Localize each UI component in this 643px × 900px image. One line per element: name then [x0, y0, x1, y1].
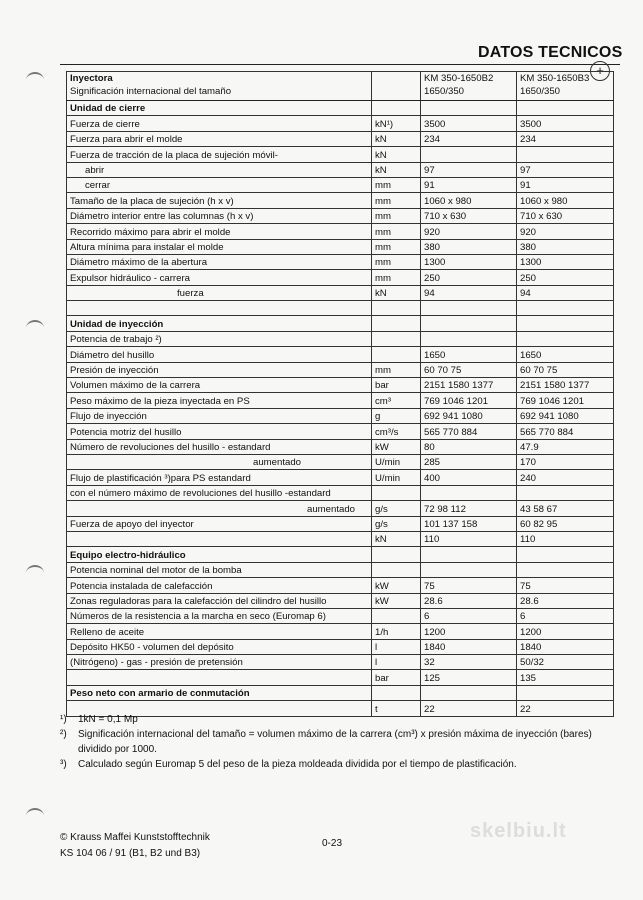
value-b3-cell: 920	[517, 224, 614, 239]
description-cell: Zonas reguladoras para la calefacción del cilindro del husillo	[67, 593, 372, 608]
description-cell	[67, 670, 372, 685]
value-b3-cell	[517, 101, 614, 116]
value-b2-cell	[421, 547, 517, 562]
value-b3-cell: 240	[517, 470, 614, 485]
table-row	[67, 393, 614, 408]
unit-cell: mm	[372, 224, 421, 239]
unit-cell: bar	[372, 670, 421, 685]
unit-cell	[372, 485, 421, 500]
punch-hole-mark	[26, 72, 44, 88]
value-b3-cell: 97	[517, 162, 614, 177]
table-row	[67, 285, 614, 300]
unit-cell: 1/h	[372, 624, 421, 639]
value-b2-cell: 32	[421, 655, 517, 670]
value-b2-cell: 1650	[421, 347, 517, 362]
footnote-text: Calculado según Euromap 5 del peso de la pieza moldeada dividida por el tiempo de plastificación.	[78, 759, 517, 770]
punch-hole-mark	[26, 320, 44, 336]
unit-cell	[372, 562, 421, 577]
description-cell: Expulsor hidráulico - carrera	[67, 270, 372, 285]
value-b2-cell	[421, 301, 517, 316]
value-b3-cell: 1840	[517, 639, 614, 654]
header-label-cell	[67, 72, 372, 101]
description-cell: Números de la resistencia a la marcha en seco (Euromap 6)	[67, 608, 372, 623]
value-b3-cell: 60 70 75	[517, 362, 614, 377]
unit-cell: mm	[372, 362, 421, 377]
value-b3-cell: 692 941 1080	[517, 408, 614, 423]
table-row	[67, 362, 614, 377]
value-b2-cell	[421, 562, 517, 577]
unit-cell: U/min	[372, 470, 421, 485]
value-b2-cell: 1840	[421, 639, 517, 654]
value-b2-cell: 72 98 112	[421, 501, 517, 516]
unit-cell	[372, 301, 421, 316]
value-b3-cell: 135	[517, 670, 614, 685]
unit-cell: g/s	[372, 516, 421, 531]
description-cell: fuerza	[67, 285, 372, 300]
table-row	[67, 655, 614, 670]
value-b3-cell: 565 770 884	[517, 424, 614, 439]
value-b2-cell: 769 1046 1201	[421, 393, 517, 408]
unit-cell: l	[372, 639, 421, 654]
description-cell	[67, 531, 372, 546]
unit-cell: U/min	[372, 454, 421, 469]
description-cell: Peso máximo de la pieza inyectada en PS	[67, 393, 372, 408]
value-b2-cell: 565 770 884	[421, 424, 517, 439]
value-b2-cell: 91	[421, 177, 517, 192]
unit-cell	[372, 347, 421, 362]
table-row	[67, 470, 614, 485]
header-unit-cell	[372, 72, 421, 101]
unit-cell: mm	[372, 270, 421, 285]
footnote-text: Significación internacional del tamaño = volumen máximo de la carrera (cm³) x presión máxima de inyección (bares) dividido por 1000.	[78, 729, 592, 755]
model-b2-name: KM 350-1650B2	[424, 73, 494, 84]
value-b3-cell	[517, 316, 614, 331]
value-b3-cell: 1650	[517, 347, 614, 362]
value-b3-cell: 1060 x 980	[517, 193, 614, 208]
model-b3-size: 1650/350	[520, 86, 561, 97]
description-cell: Potencia nominal del motor de la bomba	[67, 562, 372, 577]
table-row	[67, 516, 614, 531]
value-b3-cell: 28.6	[517, 593, 614, 608]
value-b3-cell: 60 82 95	[517, 516, 614, 531]
value-b2-cell: 1300	[421, 254, 517, 269]
value-b3-cell	[517, 562, 614, 577]
footnote-1	[60, 712, 600, 727]
unit-cell: mm	[372, 177, 421, 192]
description-cell: Unidad de inyección	[67, 316, 372, 331]
footnotes	[60, 712, 600, 772]
table-row	[67, 578, 614, 593]
description-cell: Fuerza de tracción de la placa de sujeción móvil-	[67, 147, 372, 162]
document-code: KS 104 06 / 91 (B1, B2 und B3)	[60, 848, 201, 859]
spec-table	[66, 71, 614, 717]
unit-cell: kN	[372, 285, 421, 300]
value-b2-cell: 28.6	[421, 593, 517, 608]
value-b3-cell: 3500	[517, 116, 614, 131]
description-cell: aumentado	[67, 501, 372, 516]
description-cell: Diámetro del husillo	[67, 347, 372, 362]
unit-cell: g/s	[372, 501, 421, 516]
description-cell: Altura mínima para instalar el molde	[67, 239, 372, 254]
value-b3-cell: 47.9	[517, 439, 614, 454]
unit-cell: mm	[372, 193, 421, 208]
unit-cell	[372, 608, 421, 623]
table-row	[67, 208, 614, 223]
size-label: Significación internacional del tamaño	[70, 86, 232, 97]
unit-cell: kN	[372, 531, 421, 546]
value-b2-cell: 285	[421, 454, 517, 469]
value-b3-cell	[517, 685, 614, 700]
value-b2-cell: 234	[421, 131, 517, 146]
table-row	[67, 454, 614, 469]
page-title: DATOS TECNICOS	[478, 44, 623, 61]
value-b2-cell: 60 70 75	[421, 362, 517, 377]
unit-cell: kN	[372, 162, 421, 177]
value-b2-cell: 692 941 1080	[421, 408, 517, 423]
table-row	[67, 131, 614, 146]
model-b2-size: 1650/350	[424, 86, 465, 97]
description-cell: Fuerza de cierre	[67, 116, 372, 131]
value-b2-cell: 6	[421, 608, 517, 623]
header-model-b2	[421, 72, 517, 101]
value-b3-cell: 1200	[517, 624, 614, 639]
table-row	[67, 331, 614, 346]
table-row	[67, 593, 614, 608]
unit-cell: kW	[372, 593, 421, 608]
table-row	[67, 101, 614, 116]
unit-cell: kN	[372, 147, 421, 162]
model-b3-name: KM 350-1650B3	[520, 73, 590, 84]
table-row	[67, 116, 614, 131]
value-b2-cell: 75	[421, 578, 517, 593]
footnote-marker: ³)	[60, 759, 67, 770]
punch-hole-mark	[26, 565, 44, 581]
footnote-marker: ¹)	[60, 714, 67, 725]
table-row	[67, 224, 614, 239]
unit-cell: kW	[372, 578, 421, 593]
description-cell: Fuerza de apoyo del inyector	[67, 516, 372, 531]
value-b2-cell: 250	[421, 270, 517, 285]
value-b3-cell: 22	[517, 701, 614, 716]
table-row	[67, 624, 614, 639]
description-cell: con el número máximo de revoluciones del husillo -estandard	[67, 485, 372, 500]
value-b3-cell: 110	[517, 531, 614, 546]
unit-cell: l	[372, 655, 421, 670]
value-b3-cell	[517, 547, 614, 562]
punch-hole-mark	[26, 808, 44, 824]
table-row	[67, 254, 614, 269]
table-row	[67, 301, 614, 316]
handwritten-cross-mark: +	[590, 61, 610, 81]
value-b3-cell	[517, 485, 614, 500]
unit-cell: cm³/s	[372, 424, 421, 439]
unit-cell: bar	[372, 378, 421, 393]
value-b2-cell: 2151 1580 1377	[421, 378, 517, 393]
watermark: skelbiu.lt	[470, 820, 567, 842]
unit-cell	[372, 101, 421, 116]
value-b2-cell	[421, 331, 517, 346]
header-model-b3	[517, 72, 614, 101]
value-b2-cell	[421, 316, 517, 331]
value-b2-cell: 400	[421, 470, 517, 485]
value-b3-cell: 380	[517, 239, 614, 254]
unit-cell: mm	[372, 208, 421, 223]
value-b3-cell: 710 x 630	[517, 208, 614, 223]
description-cell: Tamaño de la placa de sujeción (h x v)	[67, 193, 372, 208]
description-cell: aumentado	[67, 454, 372, 469]
machine-label: Inyectora	[70, 73, 113, 84]
description-cell: Unidad de cierre	[67, 101, 372, 116]
table-row	[67, 177, 614, 192]
value-b3-cell: 43 58 67	[517, 501, 614, 516]
description-cell: Potencia instalada de calefacción	[67, 578, 372, 593]
unit-cell	[372, 547, 421, 562]
table-row	[67, 485, 614, 500]
value-b2-cell: 97	[421, 162, 517, 177]
value-b3-cell: 250	[517, 270, 614, 285]
table-header-row	[67, 72, 614, 101]
table-row	[67, 378, 614, 393]
value-b2-cell: 94	[421, 285, 517, 300]
value-b3-cell: 94	[517, 285, 614, 300]
value-b2-cell	[421, 147, 517, 162]
footnote-marker: ²)	[60, 729, 67, 740]
value-b2-cell: 1200	[421, 624, 517, 639]
description-cell: Relleno de aceite	[67, 624, 372, 639]
unit-cell: kW	[372, 439, 421, 454]
description-cell: Fuerza para abrir el molde	[67, 131, 372, 146]
footer-copyright	[60, 830, 210, 862]
footnote-2	[60, 727, 600, 757]
value-b3-cell: 6	[517, 608, 614, 623]
value-b2-cell: 920	[421, 224, 517, 239]
table-row	[67, 547, 614, 562]
value-b2-cell: 110	[421, 531, 517, 546]
unit-cell: g	[372, 408, 421, 423]
description-cell: Diámetro interior entre las columnas (h x v)	[67, 208, 372, 223]
value-b3-cell: 2151 1580 1377	[517, 378, 614, 393]
value-b2-cell: 710 x 630	[421, 208, 517, 223]
table-row	[67, 316, 614, 331]
unit-cell	[372, 685, 421, 700]
description-cell: cerrar	[67, 177, 372, 192]
unit-cell	[372, 316, 421, 331]
value-b2-cell: 80	[421, 439, 517, 454]
value-b2-cell: 101 137 158	[421, 516, 517, 531]
value-b3-cell: 50/32	[517, 655, 614, 670]
table-row	[67, 562, 614, 577]
footnote-text: 1kN = 0,1 Mp	[78, 714, 138, 725]
value-b2-cell: 22	[421, 701, 517, 716]
value-b3-cell: 170	[517, 454, 614, 469]
unit-cell: t	[372, 701, 421, 716]
value-b2-cell: 125	[421, 670, 517, 685]
unit-cell	[372, 331, 421, 346]
unit-cell: mm	[372, 239, 421, 254]
value-b2-cell: 3500	[421, 116, 517, 131]
value-b3-cell: 75	[517, 578, 614, 593]
value-b2-cell	[421, 485, 517, 500]
value-b3-cell: 1300	[517, 254, 614, 269]
value-b3-cell	[517, 147, 614, 162]
description-cell: Recorrido máximo para abrir el molde	[67, 224, 372, 239]
description-cell: Flujo de plastificación ³)para PS estandard	[67, 470, 372, 485]
table-row	[67, 685, 614, 700]
table-row	[67, 424, 614, 439]
description-cell: (Nitrógeno) - gas - presión de pretensión	[67, 655, 372, 670]
table-row	[67, 501, 614, 516]
unit-cell: mm	[372, 254, 421, 269]
title-rule	[60, 64, 620, 65]
description-cell: Peso neto con armario de conmutación	[67, 685, 372, 700]
table-row	[67, 147, 614, 162]
table-row	[67, 270, 614, 285]
unit-cell: kN	[372, 131, 421, 146]
table-row	[67, 408, 614, 423]
table-row	[67, 439, 614, 454]
description-cell: Diámetro máximo de la abertura	[67, 254, 372, 269]
table-row	[67, 193, 614, 208]
description-cell: Flujo de inyección	[67, 408, 372, 423]
table-row	[67, 347, 614, 362]
table-row	[67, 531, 614, 546]
description-cell: Potencia motriz del husillo	[67, 424, 372, 439]
value-b2-cell	[421, 685, 517, 700]
description-cell: Depósito HK50 - volumen del depósito	[67, 639, 372, 654]
value-b2-cell: 380	[421, 239, 517, 254]
value-b2-cell	[421, 101, 517, 116]
value-b3-cell: 769 1046 1201	[517, 393, 614, 408]
table-row	[67, 162, 614, 177]
table-row	[67, 608, 614, 623]
value-b3-cell	[517, 331, 614, 346]
table-row	[67, 239, 614, 254]
description-cell: Número de revoluciones del husillo - estandard	[67, 439, 372, 454]
description-cell: abrir	[67, 162, 372, 177]
value-b2-cell: 1060 x 980	[421, 193, 517, 208]
description-cell: Volumen máximo de la carrera	[67, 378, 372, 393]
table-row	[67, 670, 614, 685]
value-b3-cell: 234	[517, 131, 614, 146]
description-cell: Potencia de trabajo ²)	[67, 331, 372, 346]
description-cell: Presión de inyección	[67, 362, 372, 377]
table-row	[67, 639, 614, 654]
page-number: 0-23	[322, 838, 343, 849]
description-cell: Equipo electro-hidráulico	[67, 547, 372, 562]
description-cell	[67, 301, 372, 316]
value-b3-cell: 91	[517, 177, 614, 192]
footnote-3	[60, 757, 600, 772]
value-b3-cell	[517, 301, 614, 316]
unit-cell: cm³	[372, 393, 421, 408]
unit-cell: kN¹)	[372, 116, 421, 131]
copyright-text: © Krauss Maffei Kunststofftechnik	[60, 832, 210, 843]
